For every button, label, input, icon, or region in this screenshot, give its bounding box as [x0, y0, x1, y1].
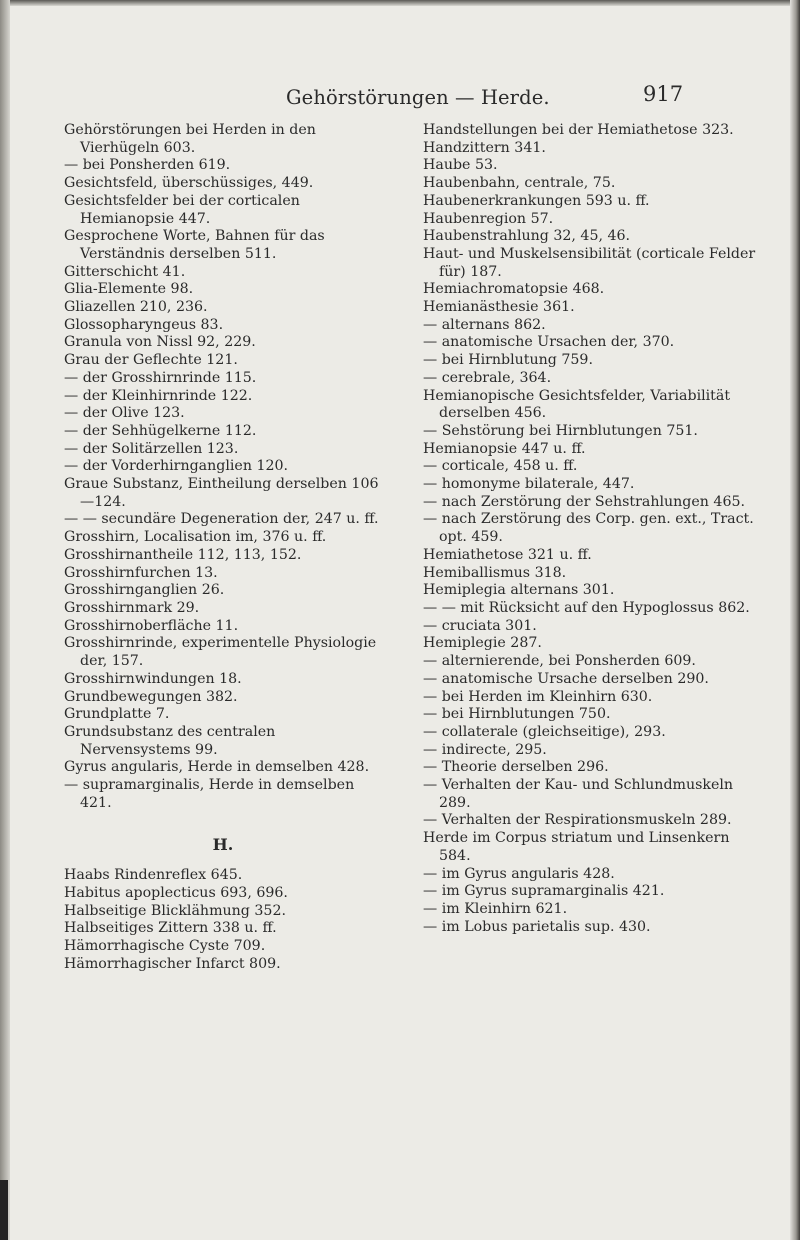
index-entry: Grundbewegungen 382. — [64, 688, 238, 705]
index-entry: — corticale, 458 u. ff. — [423, 458, 578, 475]
index-entry: Grosshirnmark 29. — [64, 599, 200, 616]
index-entry: Grosshirn, Localisation im, 376 u. ff. — [64, 529, 327, 546]
index-entry: — der Kleinhirnrinde 122. — [64, 387, 253, 404]
index-entry: Grosshirnfurchen 13. — [64, 564, 218, 581]
index-column-right — [423, 122, 763, 936]
running-title: Gehörstörungen — Herde. — [286, 86, 550, 109]
page-top-edge — [0, 0, 800, 6]
left-entries-h — [64, 867, 382, 973]
index-entry: Gitterschicht 41. — [64, 263, 186, 280]
index-entry: Gyrus angularis, Herde in demselben 428. — [64, 759, 370, 776]
index-entry: Herde im Corpus striatum und Linsenkern 584. — [423, 830, 730, 864]
index-column-left — [64, 122, 382, 973]
index-entry: Handstellungen bei der Hemiathetose 323. — [423, 122, 734, 138]
index-entry: — der Grosshirnrinde 115. — [64, 369, 257, 386]
index-entry: — cerebrale, 364. — [423, 369, 552, 386]
index-entry: Halbseitiges Zittern 338 u. ff. — [64, 920, 277, 937]
index-entry: Glossopharyngeus 83. — [64, 316, 224, 333]
index-entry: — — mit Rücksicht auf den Hypoglossus 862. — [423, 599, 750, 616]
index-entry: Gesprochene Worte, Bahnen für das Verständnis derselben 511. — [64, 228, 325, 262]
index-entry: — der Sehhügelkerne 112. — [64, 422, 257, 439]
index-entry: Graue Substanz, Eintheilung derselben 106—124. — [64, 476, 379, 510]
index-entry: Haube 53. — [423, 157, 498, 174]
scan-corner-mark — [0, 1180, 8, 1240]
page-number: 917 — [643, 82, 684, 106]
index-entry: — der Solitärzellen 123. — [64, 440, 239, 457]
index-entry: — Verhalten der Respirationsmuskeln 289. — [423, 812, 732, 829]
index-entry: Handzittern 341. — [423, 139, 546, 156]
index-entry: Grosshirnantheile 112, 113, 152. — [64, 546, 302, 563]
index-entry: — nach Zerstörung des Corp. gen. ext., Tract. opt. 459. — [423, 511, 754, 546]
index-entry: — indirecte, 295. — [423, 741, 547, 758]
index-entry: Haubenbahn, centrale, 75. — [423, 175, 616, 192]
page-header — [0, 82, 800, 112]
index-entry: Haut- und Muskelsensibilität (corticale Felder für) 187. — [423, 245, 756, 280]
index-entry: Grundplatte 7. — [64, 706, 170, 723]
index-entry: — homonyme bilaterale, 447. — [423, 476, 635, 493]
index-entry: — nach Zerstörung der Sehstrahlungen 465. — [423, 493, 746, 510]
index-entry: Halbseitige Blicklähmung 352. — [64, 902, 286, 919]
index-entry: Haubenregion 57. — [423, 210, 554, 227]
index-entry: — der Vorderhirnganglien 120. — [64, 458, 289, 475]
index-entry: — — secundäre Degeneration der, 247 u. ff. — [64, 511, 379, 528]
index-entry: — anatomische Ursachen der, 370. — [423, 334, 675, 351]
binding-shadow — [0, 0, 10, 1240]
index-entry: Grosshirnganglien 26. — [64, 582, 225, 599]
index-entry: — bei Ponsherden 619. — [64, 157, 231, 174]
index-entry: — alternierende, bei Ponsherden 609. — [423, 653, 696, 670]
index-entry: Hämorrhagische Cyste 709. — [64, 937, 266, 954]
index-entry: — Sehstörung bei Hirnblutungen 751. — [423, 422, 698, 439]
index-entry: — anatomische Ursache derselben 290. — [423, 670, 709, 687]
index-entry: Hemiachromatopsie 468. — [423, 281, 605, 298]
index-entry: — bei Herden im Kleinhirn 630. — [423, 688, 653, 705]
index-entry: Hemianästhesie 361. — [423, 299, 575, 316]
index-entry: Hemiplegie 287. — [423, 635, 542, 652]
section-letter: H. — [212, 835, 234, 855]
index-entry: — im Gyrus supramarginalis 421. — [423, 883, 665, 900]
index-entry: — im Gyrus angularis 428. — [423, 865, 615, 882]
index-entry: Gesichtsfeld, überschüssiges, 449. — [64, 175, 314, 192]
index-entry: Habitus apoplecticus 693, 696. — [64, 884, 288, 901]
left-entries — [64, 122, 382, 812]
index-entry: — bei Hirnblutung 759. — [423, 352, 593, 369]
index-entry: Gliazellen 210, 236. — [64, 299, 208, 316]
index-entry: Gehörstörungen bei Herden in den Vierhügeln 603. — [64, 122, 316, 156]
index-entry: — im Lobus parietalis sup. 430. — [423, 918, 651, 935]
index-entry: — supramarginalis, Herde in demselben 421. — [64, 777, 355, 811]
index-entry: Glia-Elemente 98. — [64, 281, 194, 298]
index-entry: Haubenerkrankungen 593 u. ff. — [423, 192, 650, 209]
index-entry: Grau der Geflechte 121. — [64, 352, 238, 369]
index-entry: Hemiathetose 321 u. ff. — [423, 546, 592, 563]
index-entry: Hämorrhagischer Infarct 809. — [64, 955, 281, 972]
index-entry: Haabs Rindenreflex 645. — [64, 867, 243, 884]
index-entry: Grosshirnrinde, experimentelle Physiologie der, 157. — [64, 635, 377, 670]
index-entry: Granula von Nissl 92, 229. — [64, 334, 256, 351]
index-entry: Hemianopische Gesichtsfelder, Variabilität derselben 456. — [423, 387, 731, 422]
index-entry: Grosshirnwindungen 18. — [64, 670, 242, 687]
index-entry: — Theorie derselben 296. — [423, 759, 609, 776]
index-entry: — Verhalten der Kau- und Schlundmuskeln 289. — [423, 777, 734, 811]
index-entry: — alternans 862. — [423, 316, 546, 333]
index-entry: — bei Hirnblutungen 750. — [423, 706, 611, 723]
right-entries — [423, 122, 763, 936]
page-right-edge — [790, 0, 800, 1240]
index-entry: Grosshirnoberfläche 11. — [64, 617, 239, 634]
index-entry: Haubenstrahlung 32, 45, 46. — [423, 228, 631, 245]
index-entry: Hemianopsie 447 u. ff. — [423, 440, 586, 457]
index-entry: — der Olive 123. — [64, 405, 185, 422]
index-entry: Grundsubstanz des centralen Nervensystems 99. — [64, 723, 276, 758]
index-entry: — collaterale (gleichseitige), 293. — [423, 723, 666, 740]
index-entry: Hemiballismus 318. — [423, 564, 567, 581]
index-entry: Gesichtsfelder bei der corticalen Hemianopsie 447. — [64, 192, 300, 227]
index-entry: Hemiplegia alternans 301. — [423, 582, 615, 599]
index-entry: — im Kleinhirn 621. — [423, 900, 568, 917]
index-entry: — cruciata 301. — [423, 617, 537, 634]
